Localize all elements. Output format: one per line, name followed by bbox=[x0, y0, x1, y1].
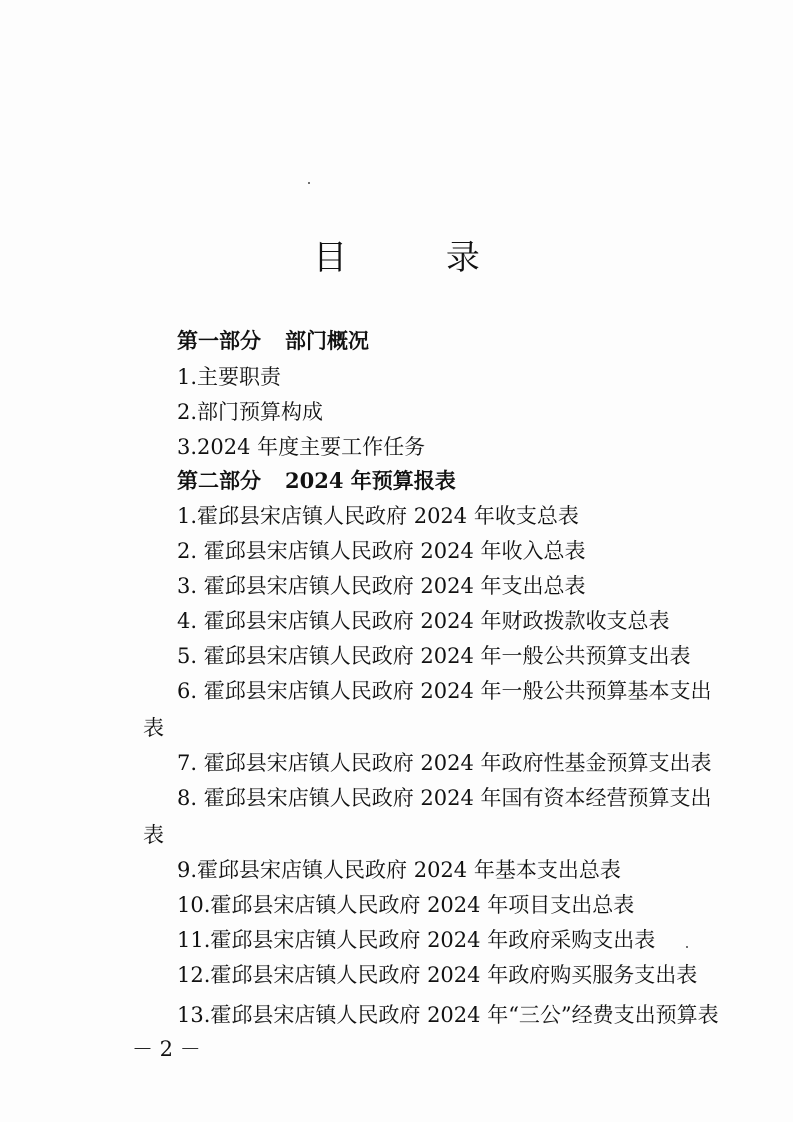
toc-item[interactable]: 10.霍邱县宋店镇人民政府 2024 年项目支出总表 bbox=[177, 893, 635, 917]
toc-item[interactable]: 1.霍邱县宋店镇人民政府 2024 年收支总表 bbox=[177, 504, 579, 528]
section-label: 第一部分 bbox=[177, 328, 261, 353]
section-label: 第二部分 bbox=[177, 468, 261, 493]
toc-item[interactable]: 8. 霍邱县宋店镇人民政府 2024 年国有资本经营预算支出 bbox=[177, 786, 712, 810]
toc-item[interactable]: 2.部门预算构成 bbox=[177, 400, 324, 424]
toc-item[interactable]: 5. 霍邱县宋店镇人民政府 2024 年一般公共预算支出表 bbox=[177, 644, 691, 668]
toc-item[interactable]: 7. 霍邱县宋店镇人民政府 2024 年政府性基金预算支出表 bbox=[177, 751, 712, 775]
toc-item[interactable]: 13.霍邱县宋店镇人民政府 2024 年“三公”经费支出预算表 bbox=[177, 1003, 719, 1027]
toc-item[interactable]: 11.霍邱县宋店镇人民政府 2024 年政府采购支出表 bbox=[177, 928, 656, 952]
toc-item[interactable]: 2. 霍邱县宋店镇人民政府 2024 年收入总表 bbox=[177, 539, 586, 563]
scan-speck bbox=[686, 946, 688, 948]
toc-item[interactable]: 3. 霍邱县宋店镇人民政府 2024 年支出总表 bbox=[177, 574, 586, 598]
toc-item[interactable]: 4. 霍邱县宋店镇人民政府 2024 年财政拨款收支总表 bbox=[177, 609, 670, 633]
toc-item[interactable]: 9.霍邱县宋店镇人民政府 2024 年基本支出总表 bbox=[177, 858, 621, 882]
section-name: 2024 年预算报表 bbox=[285, 468, 456, 493]
toc-item[interactable]: 6. 霍邱县宋店镇人民政府 2024 年一般公共预算基本支出 bbox=[177, 679, 712, 703]
toc-item-continuation[interactable]: 表 bbox=[143, 716, 164, 740]
scan-speck bbox=[308, 182, 310, 184]
toc-item[interactable]: 3.2024 年度主要工作任务 bbox=[177, 435, 426, 459]
page-number: － 2 － bbox=[132, 1037, 201, 1061]
toc-item-continuation[interactable]: 表 bbox=[143, 823, 164, 847]
section-name: 部门概况 bbox=[285, 328, 369, 353]
toc-item[interactable]: 1.主要职责 bbox=[177, 365, 282, 389]
section-heading-part2 bbox=[177, 468, 456, 494]
section-heading-part1 bbox=[177, 328, 369, 354]
page-title: 目 录 bbox=[313, 238, 524, 278]
toc-item[interactable]: 12.霍邱县宋店镇人民政府 2024 年政府购买服务支出表 bbox=[177, 963, 698, 987]
